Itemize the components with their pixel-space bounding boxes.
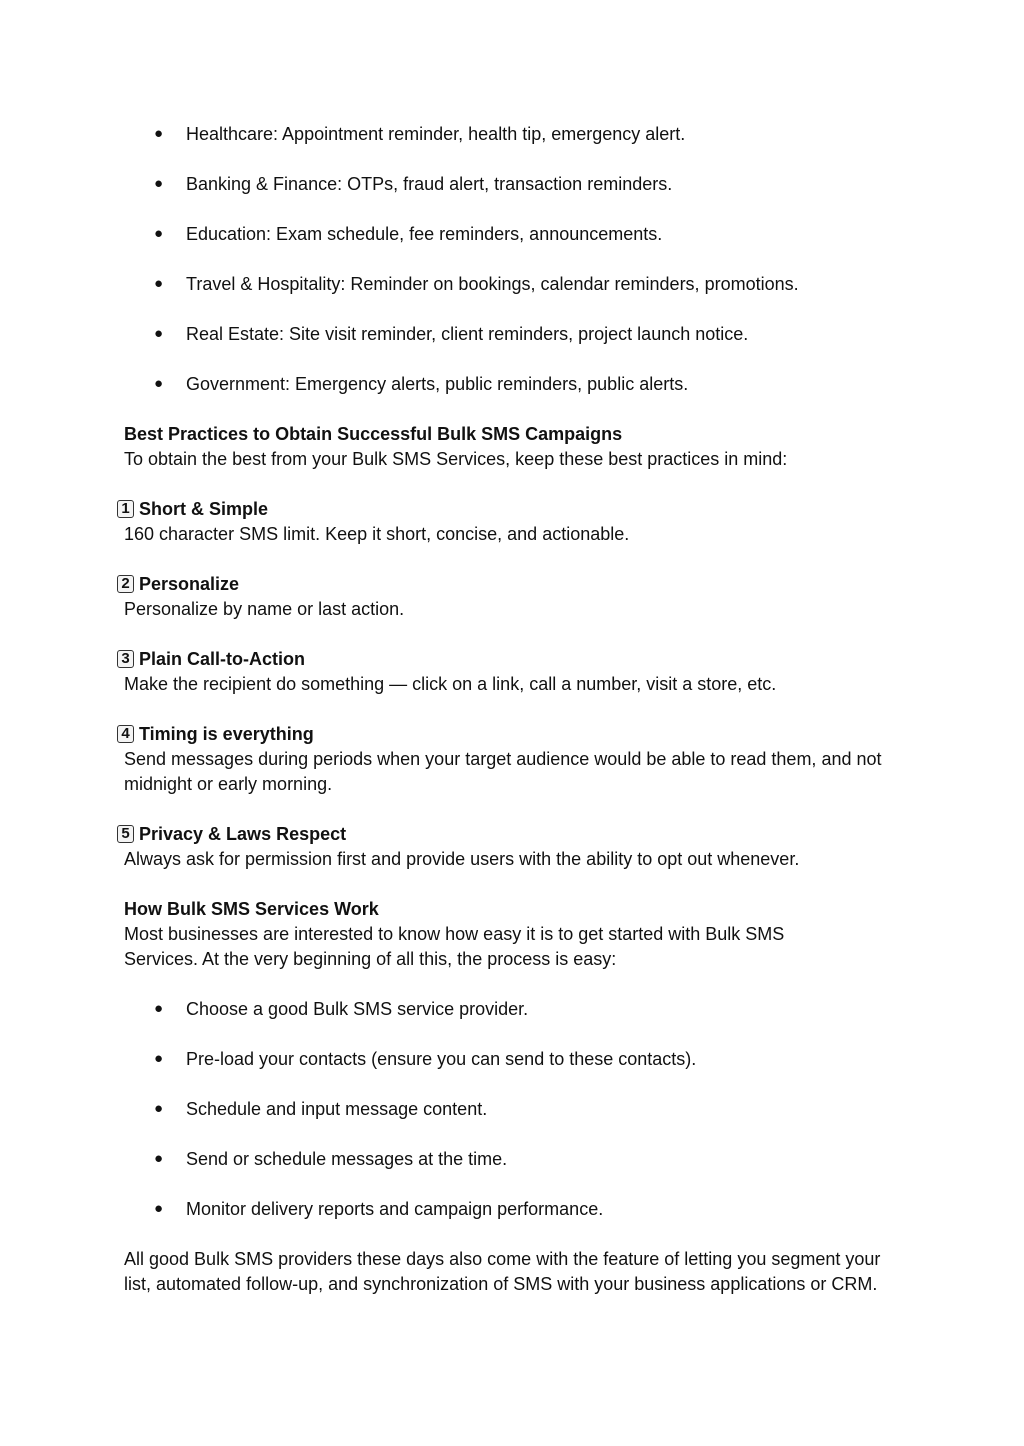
closing-paragraph: All good Bulk SMS providers these days also come with the feature of letting you segment your list, automated follow-up, and synchronization of SMS with your business applications or CRM. [124,1249,881,1294]
practice-title-text: Plain Call-to-Action [139,649,305,669]
bullet-icon: ● [154,225,164,242]
bullet-icon: ● [154,175,164,192]
practice-text: Personalize by name or last action. [124,599,405,619]
practice-title [121,497,904,522]
practice-item [121,572,904,622]
practice-title [121,647,904,672]
number-badge-icon: 3 [117,650,134,668]
bullet-icon: ● [154,1050,164,1067]
list-item-text: Government: Emergency alerts, public reminders, public alerts. [186,374,689,394]
list-item-text: Pre-load your contacts (ensure you can send to these contacts). [186,1049,697,1069]
list-item-text: Choose a good Bulk SMS service provider. [186,999,529,1019]
list-item-text: Real Estate: Site visit reminder, client reminders, project launch notice. [186,324,749,344]
number-badge-icon: 1 [117,500,134,518]
bullet-icon: ● [154,1150,164,1167]
practice-title [121,572,904,597]
practice-title-text: Privacy & Laws Respect [139,824,347,844]
list-item-text: Banking & Finance: OTPs, fraud alert, transaction reminders. [186,174,673,194]
section-intro: Most businesses are interested to know how easy it is to get started with Bulk SMS Services. At the very beginning of all this, the process is easy: [124,924,785,969]
practice-text: Always ask for permission first and provide users with the ability to opt out whenever. [124,849,800,869]
list-item-text: Travel & Hospitality: Reminder on bookings, calendar reminders, promotions. [186,274,799,294]
section-heading: How Bulk SMS Services Work [124,899,379,919]
number-badge-icon: 2 [117,575,134,593]
section-heading: Best Practices to Obtain Successful Bulk SMS Campaigns [124,424,623,444]
bullet-icon: ● [154,375,164,392]
bullet-icon: ● [154,1100,164,1117]
practice-title-text: Short & Simple [139,499,269,519]
practice-text: Send messages during periods when your target audience would be able to read them, and not midnight or early morning. [124,749,882,794]
practice-title [121,722,894,747]
practice-item [121,497,904,547]
number-badge-icon: 5 [117,825,134,843]
bullet-icon: ● [154,275,164,292]
list-item-text: Healthcare: Appointment reminder, health tip, emergency alert. [186,124,686,144]
bullet-icon: ● [154,1200,164,1217]
section-intro: To obtain the best from your Bulk SMS Services, keep these best practices in mind: [124,449,788,469]
practice-text: 160 character SMS limit. Keep it short, concise, and actionable. [124,524,630,544]
list-item-text: Education: Exam schedule, fee reminders, announcements. [186,224,663,244]
practice-title [121,822,904,847]
list-item-text: Send or schedule messages at the time. [186,1149,508,1169]
bullet-icon: ● [154,1000,164,1017]
practice-item [121,722,894,797]
how-it-works-intro [124,897,824,972]
practice-title-text: Personalize [139,574,240,594]
bullet-icon: ● [154,125,164,142]
practice-title-text: Timing is everything [139,724,314,744]
practice-text: Make the recipient do something — click on a link, call a number, visit a store, etc. [124,674,777,694]
best-practices-intro [124,422,904,472]
number-badge-icon: 4 [117,725,134,743]
practice-item [121,647,904,697]
bullet-icon: ● [154,325,164,342]
practice-item [121,822,904,872]
list-item-text: Schedule and input message content. [186,1099,488,1119]
closing-block [124,1247,889,1297]
list-item-text: Monitor delivery reports and campaign performance. [186,1199,604,1219]
